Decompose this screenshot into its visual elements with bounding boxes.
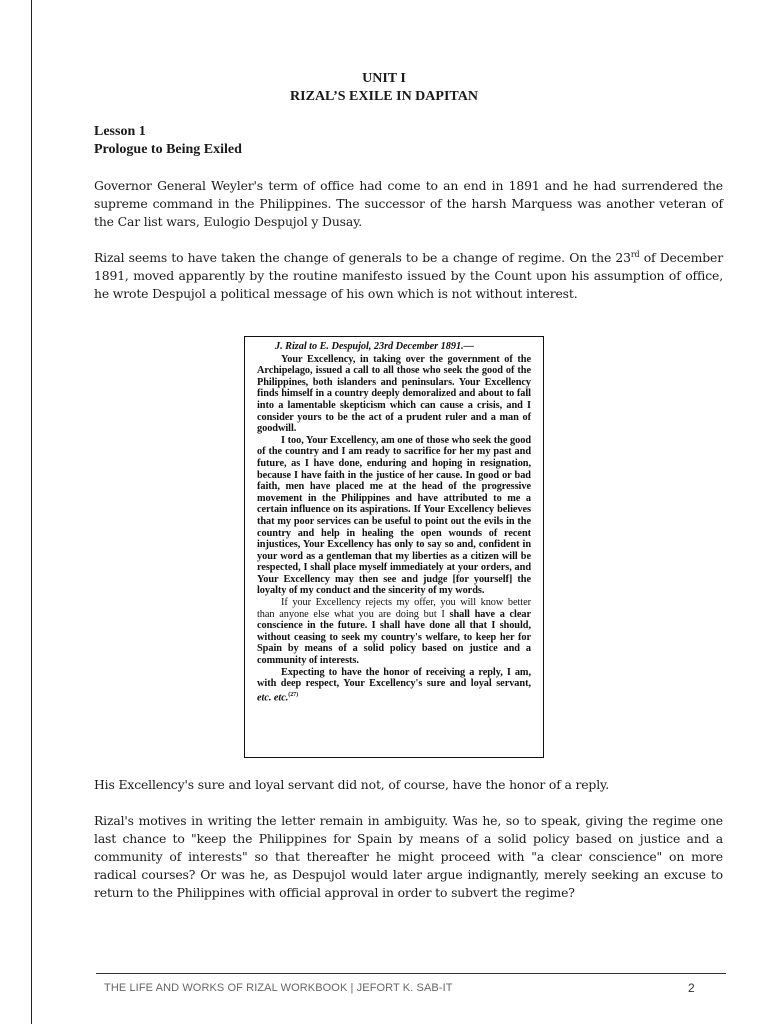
ordinal-suffix: rd [630,250,640,259]
paragraph-2 [94,246,723,303]
left-margin-rule [31,0,32,1024]
page-number: 2 [688,981,695,995]
letter-etc: etc. etc. [257,692,289,704]
letter-paragraph-4-text: Expecting to have the honor of receiving a reply, I am, with deep respect, Your Excellency's sure and loyal servant, [257,666,531,690]
letter-title: J. Rizal to E. Despujol, 23rd December 1891.— [275,341,474,352]
unit-number: UNIT I [362,71,406,86]
letter-paragraph-3-a: If your Excellency rejects my offer, you will know better than anyone else what you are doing but I [257,597,531,620]
paragraph-1: Governor General Weyler's term of office had come to an end in 1891 and he had surrendered the supreme command in the Philippines. The successor of the harsh Marquess was another veteran of the Car list wars, Eulogio Despujol y Dusay. [94,178,723,229]
footer-rule [96,973,726,974]
paragraph-2-text-a: Rizal seems to have taken the change of generals to be a change of regime. On the 23 [94,250,631,266]
paragraph-2-text-b: of December 1891, moved apparently by the routine manifesto issued by the Count upon his assumption of office, he wrote Despujol a political message of his own which is not without interest. [94,250,724,302]
unit-title: RIZAL’S EXILE IN DAPITAN [290,89,478,104]
footnote-marker: (27) [288,691,299,698]
letter-paragraph-2: I too, Your Excellency, am one of those who seek the good of the country and I am ready to sacrifice for her my past and future, as I have done, enduring and hoping in resignation, because I have faith in the justice of her cause. In good or bad faith, men have placed me at the head of the progressive movement in the Philippines and have attributed to me a certain influence on its aspirations. If Your Excellency believes that my poor services can be useful to point out the evils in the country and help in healing the open wounds of recent injustices, Your Excellency has only to say so and, confident in your word as a gentleman that my liberties as a citizen will be respected, I shall place myself immediately at your orders, and Your Excellency may then see and judge [for yourself] the loyalty of my conduct and the sincerity of my words. [257,434,531,597]
paragraph-3: His Excellency's sure and loyal servant did not, of course, have the honor of a reply. [94,777,610,792]
footer-title: THE LIFE AND WORKS OF RIZAL WORKBOOK | JEFORT K. SAB-IT [104,982,453,994]
letter-paragraph-3 [257,597,531,667]
letter-paragraph-4 [257,667,531,704]
letter-excerpt-box [244,336,544,758]
paragraph-4: Rizal's motives in writing the letter remain in ambiguity. Was he, so to speak, giving the regime one last chance to "keep the Philippines for Spain by means of a solid policy based on justice and a community of interests" so that thereafter he might proceed with "a clear conscience" on more radical courses? Or was he, as Despujol would later argue indignantly, merely seeking an excuse to return to the Philippines with official approval in order to subvert the regime? [94,813,723,900]
lesson-number: Lesson 1 [94,124,146,139]
letter-paragraph-1: Your Excellency, in taking over the government of the Archipelago, issued a call to all those who seek the good of the Philippines, both islanders and peninsulars. Your Excellency finds himself in a country deeply demoralized and about to fall into a lamentable skepticism which can cause a crisis, and I consider yours to be the act of a prudent ruler and a man of goodwill. [257,353,531,435]
lesson-title: Prologue to Being Exiled [94,142,242,157]
letter-paragraph-3-b: shall have a clear conscience in the future. I shall have done all that I should, without ceasing to seek my country's welfare, to keep her for Spain by means of a solid policy based on justice and a community of interests. [257,608,531,667]
